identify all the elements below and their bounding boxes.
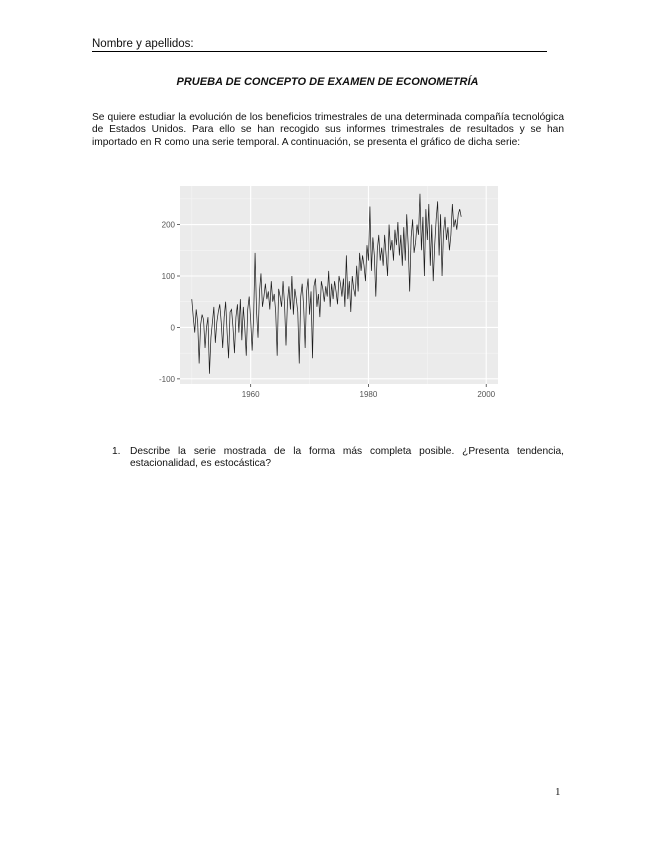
page-title: PRUEBA DE CONCEPTO DE EXAMEN DE ECONOMETRÍA xyxy=(176,76,479,88)
time-series-chart xyxy=(150,182,510,412)
x-tick-label: 1980 xyxy=(359,390,378,399)
y-tick-label: -100 xyxy=(158,374,175,384)
question-number: 1. xyxy=(112,446,121,457)
plot-panel xyxy=(180,186,498,384)
page-number: 1 xyxy=(555,786,561,798)
y-tick-label: 100 xyxy=(161,272,175,281)
x-tick-label: 2000 xyxy=(477,390,496,399)
x-tick-label: 1960 xyxy=(241,390,260,399)
y-tick-label: 200 xyxy=(161,220,175,230)
intro-paragraph: Se quiere estudiar la evolución de los beneficios trimestrales de una determinada compañía tecnológica de Estados Unidos. Para ello se han recogido sus informes trimestrales de resultados y se han importado en R como una serie temporal. A continuación, se presenta el gráfico de dicha serie: xyxy=(92,112,564,148)
question-1 xyxy=(112,446,564,471)
y-tick-label: 0 xyxy=(170,323,175,333)
name-field-label: Nombre y apellidos: xyxy=(92,38,547,52)
question-text: Describe la serie mostrada de la forma más completa posible. ¿Presenta tendencia, estacionalidad, es estocástica? xyxy=(130,446,564,470)
